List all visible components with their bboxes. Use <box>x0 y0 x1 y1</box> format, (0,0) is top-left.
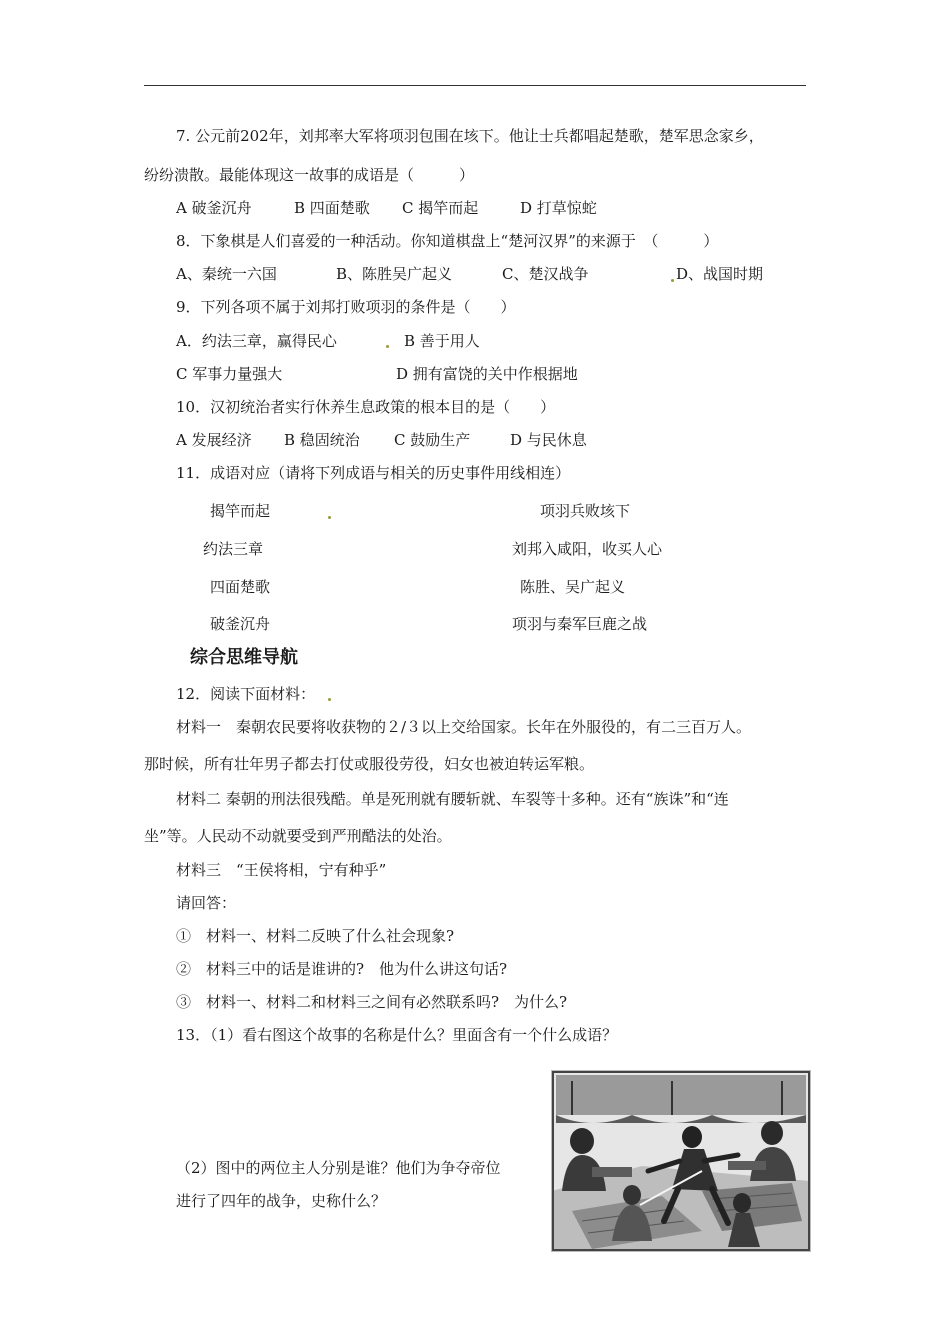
q10-line1: 10．汉初统治者实行休养生息政策的根本目的是（ ） <box>176 398 556 416</box>
q8-option-c: C、楚汉战争 <box>502 265 589 283</box>
q12-material1-line1: 材料一 秦朝农民要将收获物的２/３以上交给国家。长年在外服役的，有二三百万人。 <box>176 718 752 736</box>
q7-line1: 7. 公元前202年，刘邦率大军将项羽包围在垓下。他让士兵都唱起楚歌，楚军思念家乡， <box>176 127 764 145</box>
stray-dot <box>328 516 331 519</box>
q9-option-c: C 军事力量强大 <box>176 365 283 383</box>
q11-right-1: 项羽兵败垓下 <box>540 502 631 520</box>
q9-line1: 9．下列各项不属于刘邦打败项羽的条件是（ ） <box>176 298 516 316</box>
q10-option-b: B 稳固统治 <box>284 431 360 449</box>
q12-material3: 材料三 “王侯将相，宁有种乎” <box>176 861 387 879</box>
banquet-scene-image <box>552 1071 810 1251</box>
stray-dot <box>671 279 674 282</box>
q13-line2: （2）图中的两位主人分别是谁？他们为争夺帝位 <box>176 1159 501 1177</box>
q10-option-d: D 与民休息 <box>510 431 587 449</box>
q7-line2: 纷纷溃散。最能体现这一故事的成语是（ ） <box>144 166 475 184</box>
q7-option-b: B 四面楚歌 <box>294 199 370 217</box>
q7-option-c: C 揭竿而起 <box>402 199 479 217</box>
q11-line1: 11．成语对应（请将下列成语与相关的历史事件用线相连） <box>176 464 571 482</box>
q12-question-2: ② 材料三中的话是谁讲的? 他为什么讲这句话? <box>176 960 508 978</box>
q11-left-4: 破釜沉舟 <box>210 615 271 633</box>
q12-line1: 12．阅读下面材料： <box>176 685 316 703</box>
q12-prompt: 请回答： <box>176 894 237 912</box>
q12-material1-line2: 那时候，所有壮年男子都去打仗或服役劳役，妇女也被迫转运军粮。 <box>144 755 595 773</box>
q8-line1: 8．下象棋是人们喜爱的一种活动。你知道棋盘上“楚河汉界”的来源于 （ ） <box>176 232 719 250</box>
q9-option-a: A．约法三章，赢得民心 <box>176 332 337 350</box>
q12-material2-line1: 材料二 秦朝的刑法很残酷。单是死刑就有腰斩就、车裂等十多种。还有“族诛”和“连 <box>176 790 729 808</box>
q12-question-1: ① 材料一、材料二反映了什么社会现象? <box>176 927 455 945</box>
q11-left-1: 揭竿而起 <box>210 502 271 520</box>
q12-question-3: ③ 材料一、材料二和材料三之间有必然联系吗? 为什么? <box>176 993 568 1011</box>
q10-option-a: A 发展经济 <box>176 431 252 449</box>
story-illustration <box>551 1070 811 1252</box>
q9-option-b: B 善于用人 <box>404 332 480 350</box>
q8-option-a: A、秦统一六国 <box>176 265 277 283</box>
q9-option-d: D 拥有富饶的关中作根据地 <box>396 365 578 383</box>
stray-dot <box>386 345 389 348</box>
q13-line1: 13．（1）看右图这个故事的名称是什么？里面含有一个什么成语？ <box>176 1026 618 1044</box>
header-rule <box>144 85 806 86</box>
q11-left-2: 约法三章 <box>203 540 264 558</box>
q11-right-3: 陈胜、吴广起义 <box>520 578 626 596</box>
q7-option-d: D 打草惊蛇 <box>520 199 597 217</box>
q7-option-a: A 破釜沉舟 <box>176 199 252 217</box>
q11-left-3: 四面楚歌 <box>210 578 271 596</box>
q10-option-c: C 鼓励生产 <box>394 431 471 449</box>
q13-line3: 进行了四年的战争，史称什么？ <box>176 1192 387 1210</box>
stray-dot <box>328 698 331 701</box>
q8-option-d: D、战国时期 <box>676 265 764 283</box>
section-heading: 综合思维导航 <box>190 647 298 668</box>
q11-right-4: 项羽与秦军巨鹿之战 <box>512 615 648 633</box>
q8-option-b: B、陈胜吴广起义 <box>336 265 453 283</box>
q12-material2-line2: 坐”等。人民动不动就要受到严刑酷法的处治。 <box>144 827 452 845</box>
q11-right-2: 刘邦入咸阳，收买人心 <box>512 540 663 558</box>
